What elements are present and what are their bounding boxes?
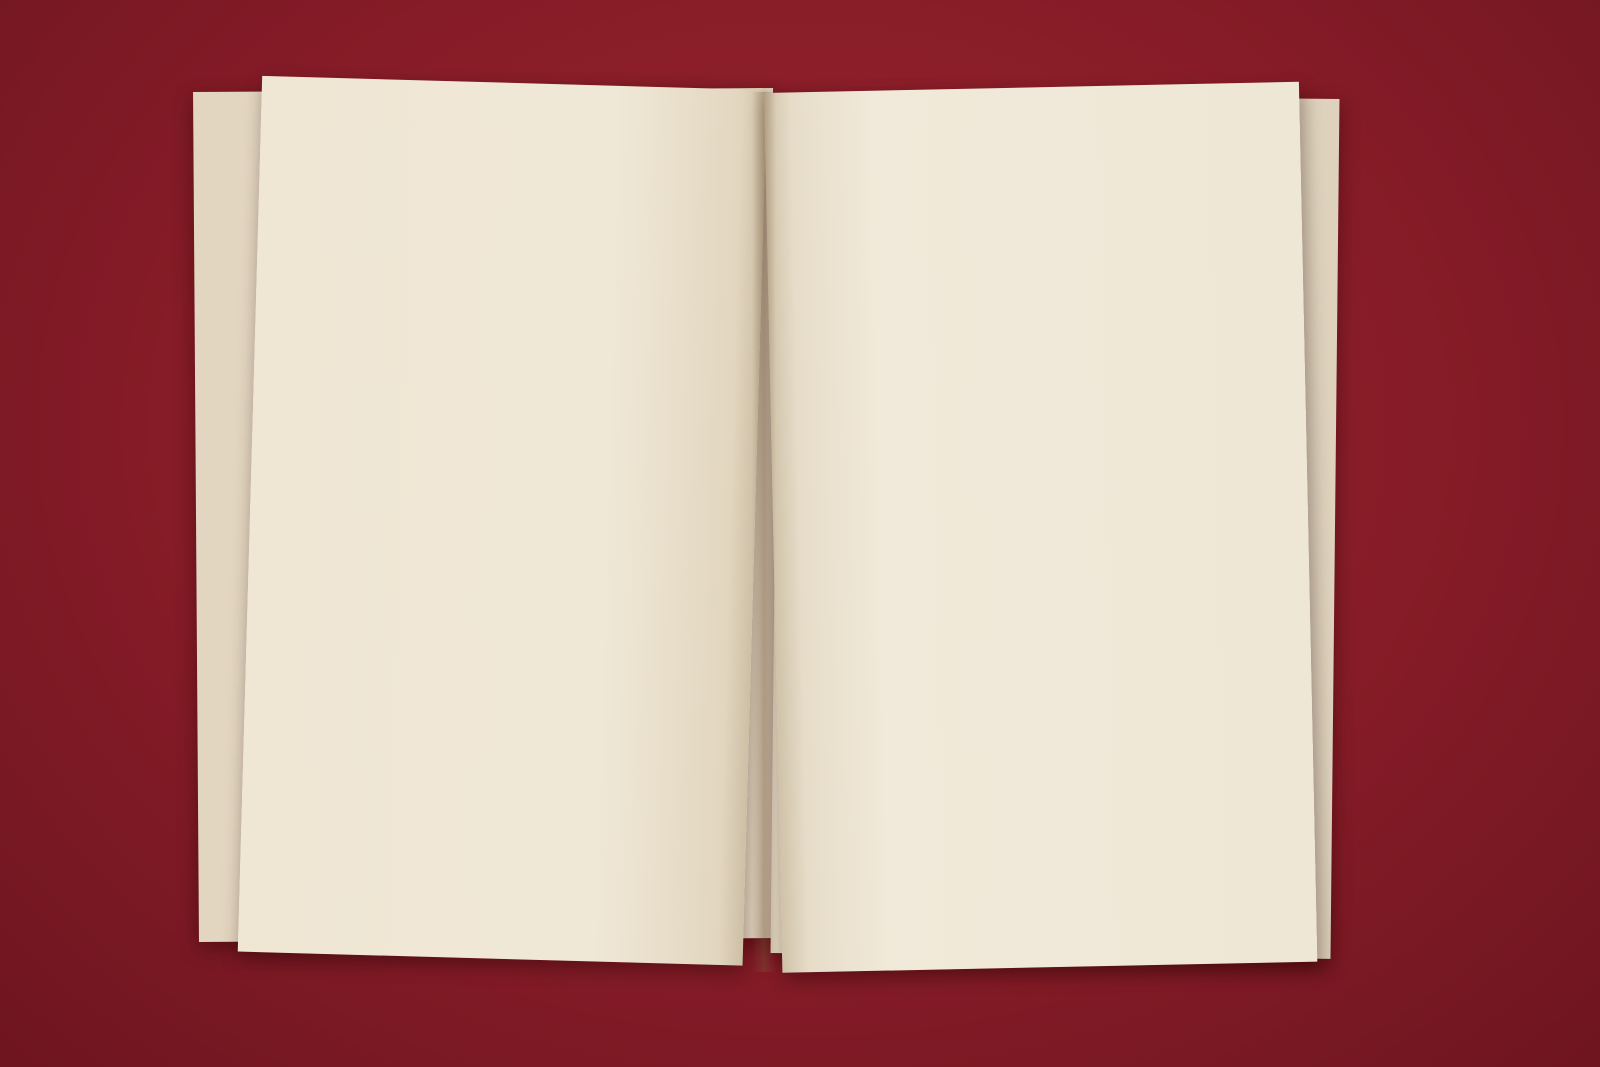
left-page (238, 76, 767, 966)
right-page (764, 82, 1317, 973)
book-gutter (752, 92, 776, 972)
